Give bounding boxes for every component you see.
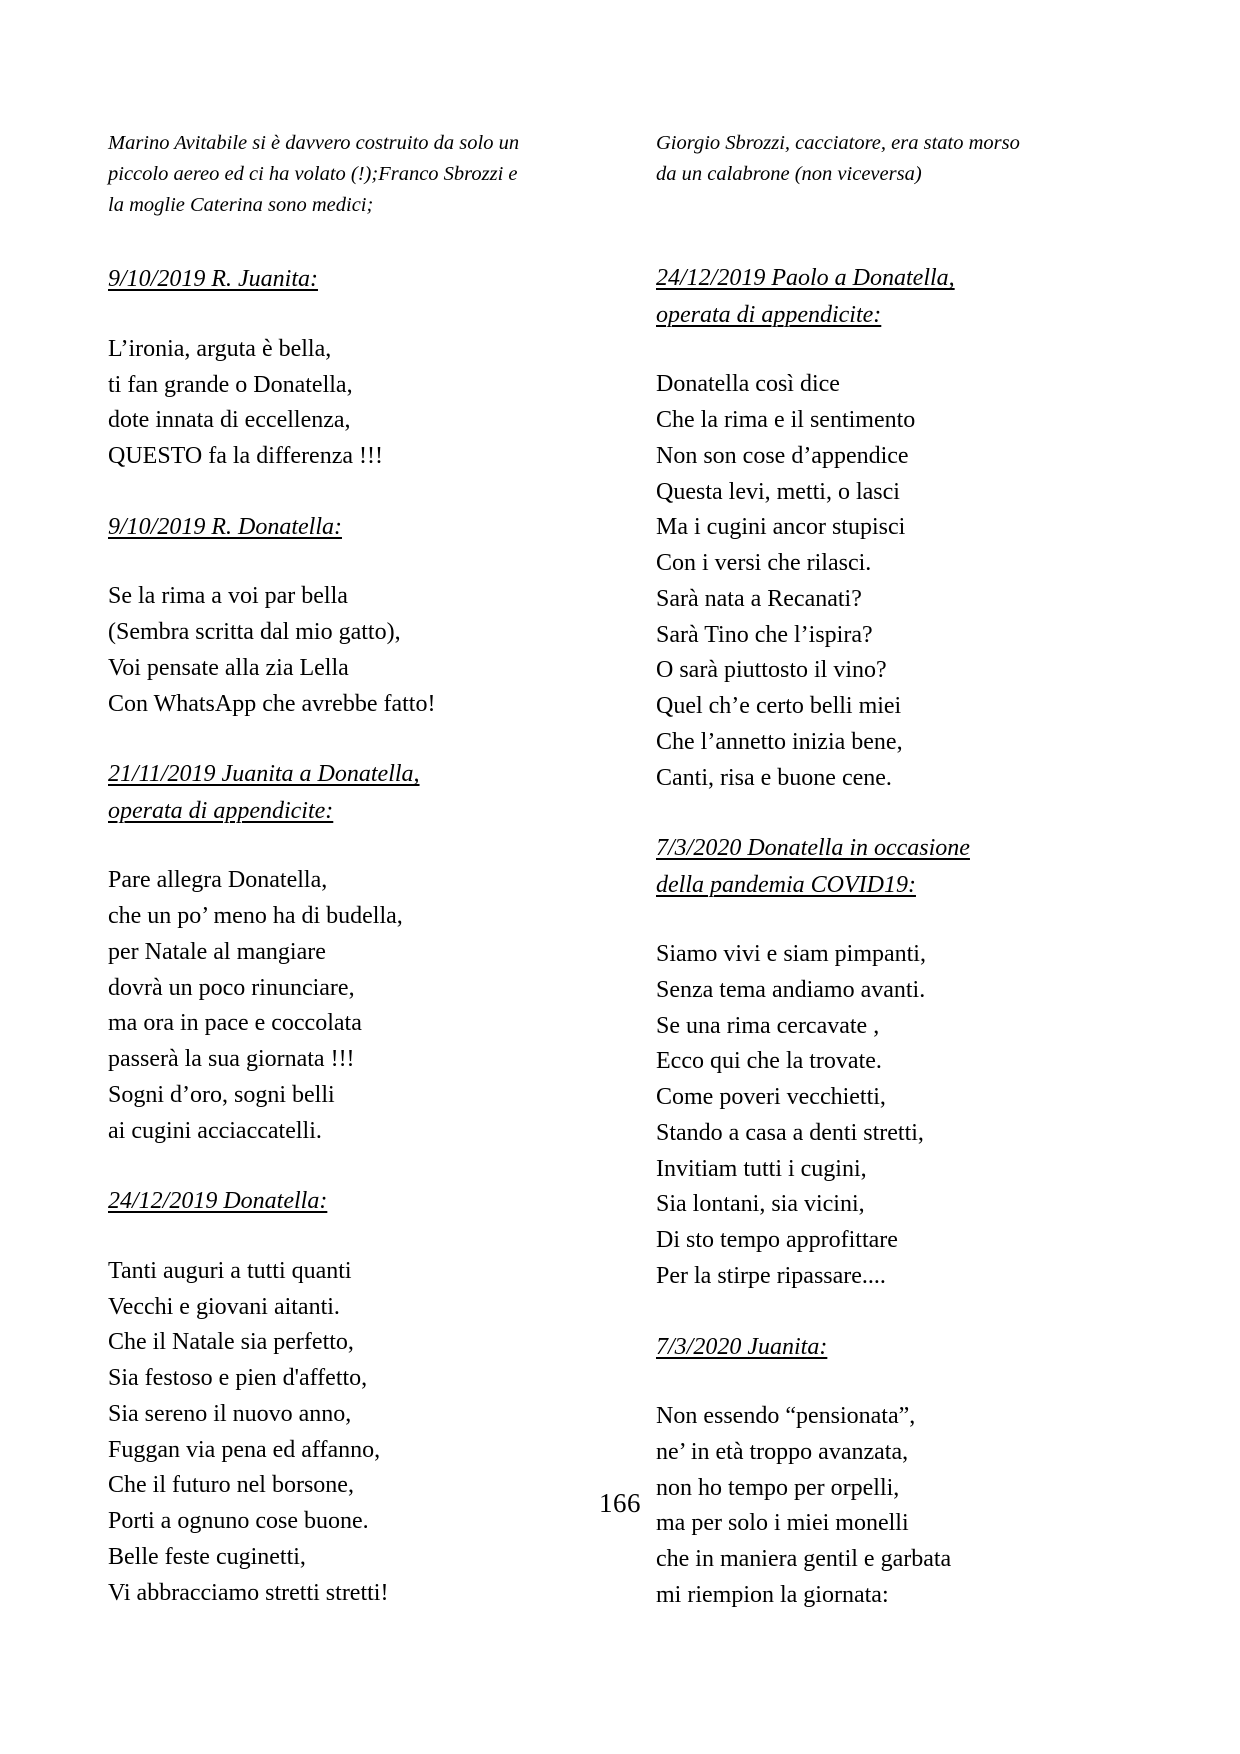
entry-heading	[656, 260, 1132, 333]
poem-line: Quel ch’e certo belli miei	[656, 693, 902, 719]
spacer	[108, 1220, 584, 1254]
poem-line: Se una rima cercavate ,	[656, 1012, 880, 1039]
poem-line: ne’ in età troppo avanzata,	[656, 1438, 909, 1465]
poem-line: ai cugini acciaccatelli.	[108, 1117, 322, 1144]
spacer	[108, 829, 584, 863]
poem-stanza	[108, 1254, 584, 1612]
poem-line: Pare allegra Donatella,	[108, 867, 328, 894]
poem-line: Sarà nata a Recanati?	[656, 585, 862, 612]
poem-line: QUESTO fa la differenza !!!	[108, 443, 383, 470]
poem-line: Voi pensate alla zia Lella	[108, 654, 349, 681]
poem-line: Per la stirpe ripassare....	[656, 1262, 886, 1289]
two-column-body	[108, 128, 1132, 1614]
poem-line: dovrà un poco rinunciare,	[108, 974, 355, 1001]
poem-line: che un po’ meno ha di budella,	[108, 903, 403, 930]
poem-line: Con i versi che rilasci.	[656, 550, 872, 576]
poem-line: mi riempion la giornata:	[656, 1581, 889, 1608]
poem-line: ti fan grande o Donatella,	[108, 371, 353, 398]
intro-line: da un calabrone (non viceversa)	[656, 163, 922, 186]
entry-heading	[656, 830, 1132, 903]
poem-line: Che l’annetto inizia bene,	[656, 728, 903, 755]
heading-line: 24/12/2019 Paolo a Donatella,	[656, 265, 955, 292]
poem-stanza	[108, 332, 584, 475]
poem-line: Invitiam tutti i cugini,	[656, 1155, 867, 1182]
poem-line: non ho tempo per orpelli,	[656, 1474, 900, 1501]
poem-line: Che la rima e il sentimento	[656, 407, 916, 433]
poem-stanza	[656, 367, 1132, 796]
poem-line: Sia festoso e pien d'affetto,	[108, 1365, 368, 1392]
intro-line: Marino Avitabile si è davvero costruito da solo un	[108, 132, 520, 154]
spacer	[108, 221, 584, 261]
spacer	[656, 333, 1132, 367]
poem-line: Se la rima a voi par bella	[108, 583, 348, 610]
poem-line: Che il Natale sia perfetto,	[108, 1329, 354, 1356]
poem-line: Che il futuro nel borsone,	[108, 1472, 354, 1499]
poem-line: (Sembra scritta dal mio gatto),	[108, 619, 401, 646]
poem-line: ma ora in pace e coccolata	[108, 1010, 362, 1037]
right-column	[656, 128, 1132, 1614]
poem-line: Tanti auguri a tutti quanti	[108, 1257, 352, 1284]
poem-line: Non essendo “pensionata”,	[656, 1403, 916, 1430]
poem-line: Vecchi e giovani aitanti.	[108, 1293, 340, 1320]
poem-line: Come poveri vecchietti,	[656, 1084, 886, 1111]
poem-line: ma per solo i miei monelli	[656, 1510, 909, 1537]
poem-line: Sia sereno il nuovo anno,	[108, 1400, 352, 1427]
spacer	[656, 190, 1132, 230]
poem-stanza	[108, 579, 584, 722]
poem-line: per Natale al mangiare	[108, 938, 326, 965]
spacer	[108, 545, 584, 579]
spacer	[108, 475, 584, 509]
intro-line: Giorgio Sbrozzi, cacciatore, era stato morso	[656, 132, 1020, 154]
poem-line: Sia lontani, sia vicini,	[656, 1191, 865, 1218]
heading-line: 9/10/2019 R. Juanita:	[108, 266, 318, 293]
poem-line: che in maniera gentil e garbata	[656, 1546, 952, 1573]
poem-line: Vi abbracciamo stretti stretti!	[108, 1579, 389, 1606]
spacer	[656, 796, 1132, 830]
poem-line: Sarà Tino che l’ispira?	[656, 621, 873, 648]
poem-stanza	[656, 937, 1132, 1295]
poem-line: Belle feste cuginetti,	[108, 1543, 306, 1570]
left-column	[108, 128, 584, 1611]
poem-stanza	[108, 863, 584, 1149]
poem-line: Sogni d’oro, sogni belli	[108, 1081, 335, 1108]
poem-line: passerà la sua giornata !!!	[108, 1046, 355, 1073]
spacer	[108, 298, 584, 332]
spacer	[108, 722, 584, 756]
poem-line: Ma i cugini ancor stupisci	[656, 514, 906, 541]
spacer	[656, 1295, 1132, 1329]
poem-line: Con WhatsApp che avrebbe fatto!	[108, 690, 436, 717]
poem-line: O sarà piuttosto il vino?	[656, 657, 887, 684]
page-number: 166	[599, 1488, 641, 1518]
poem-line: Stando a casa a denti stretti,	[656, 1119, 924, 1146]
left-intro-note	[108, 128, 584, 221]
entry-heading	[108, 1183, 584, 1219]
spacer	[656, 230, 1132, 260]
right-intro-note	[656, 128, 1132, 190]
heading-line: 9/10/2019 R. Donatella:	[108, 513, 342, 540]
heading-line: operata di appendicite:	[656, 301, 882, 328]
poem-line: Ecco qui che la trovate.	[656, 1048, 882, 1075]
entry-heading	[108, 756, 584, 829]
heading-line: della pandemia COVID19:	[656, 871, 916, 898]
spacer	[108, 1149, 584, 1183]
heading-line: 24/12/2019 Donatella:	[108, 1188, 328, 1215]
poem-line: dote innata di eccellenza,	[108, 407, 351, 434]
poem-line: Porti a ognuno cose buone.	[108, 1508, 369, 1535]
intro-line: piccolo aereo ed ci ha volato (!);Franco Sbrozzi e	[108, 163, 518, 186]
poem-line: Di sto tempo approfittare	[656, 1227, 898, 1254]
heading-line: operata di appendicite:	[108, 797, 334, 824]
poem-line: Questa levi, metti, o lasci	[656, 478, 900, 505]
poem-line: Non son cose d’appendice	[656, 442, 909, 469]
entry-heading	[656, 1329, 1132, 1365]
entry-heading	[108, 509, 584, 545]
poem-line: Senza tema andiamo avanti.	[656, 976, 926, 1003]
heading-line: 7/3/2020 Donatella in occasione	[656, 835, 970, 862]
poem-line: L’ironia, arguta è bella,	[108, 335, 332, 362]
poem-line: Canti, risa e buone cene.	[656, 764, 892, 791]
poem-line: Donatella così dice	[656, 371, 840, 398]
heading-line: 21/11/2019 Juanita a Donatella,	[108, 761, 420, 788]
spacer	[656, 1365, 1132, 1399]
intro-line: la moglie Caterina sono medici;	[108, 194, 374, 217]
poem-line: Siamo vivi e siam pimpanti,	[656, 941, 926, 968]
heading-line: 7/3/2020 Juanita:	[656, 1333, 828, 1360]
poem-line: Fuggan via pena ed affanno,	[108, 1436, 381, 1463]
entry-heading	[108, 261, 584, 297]
spacer	[656, 903, 1132, 937]
